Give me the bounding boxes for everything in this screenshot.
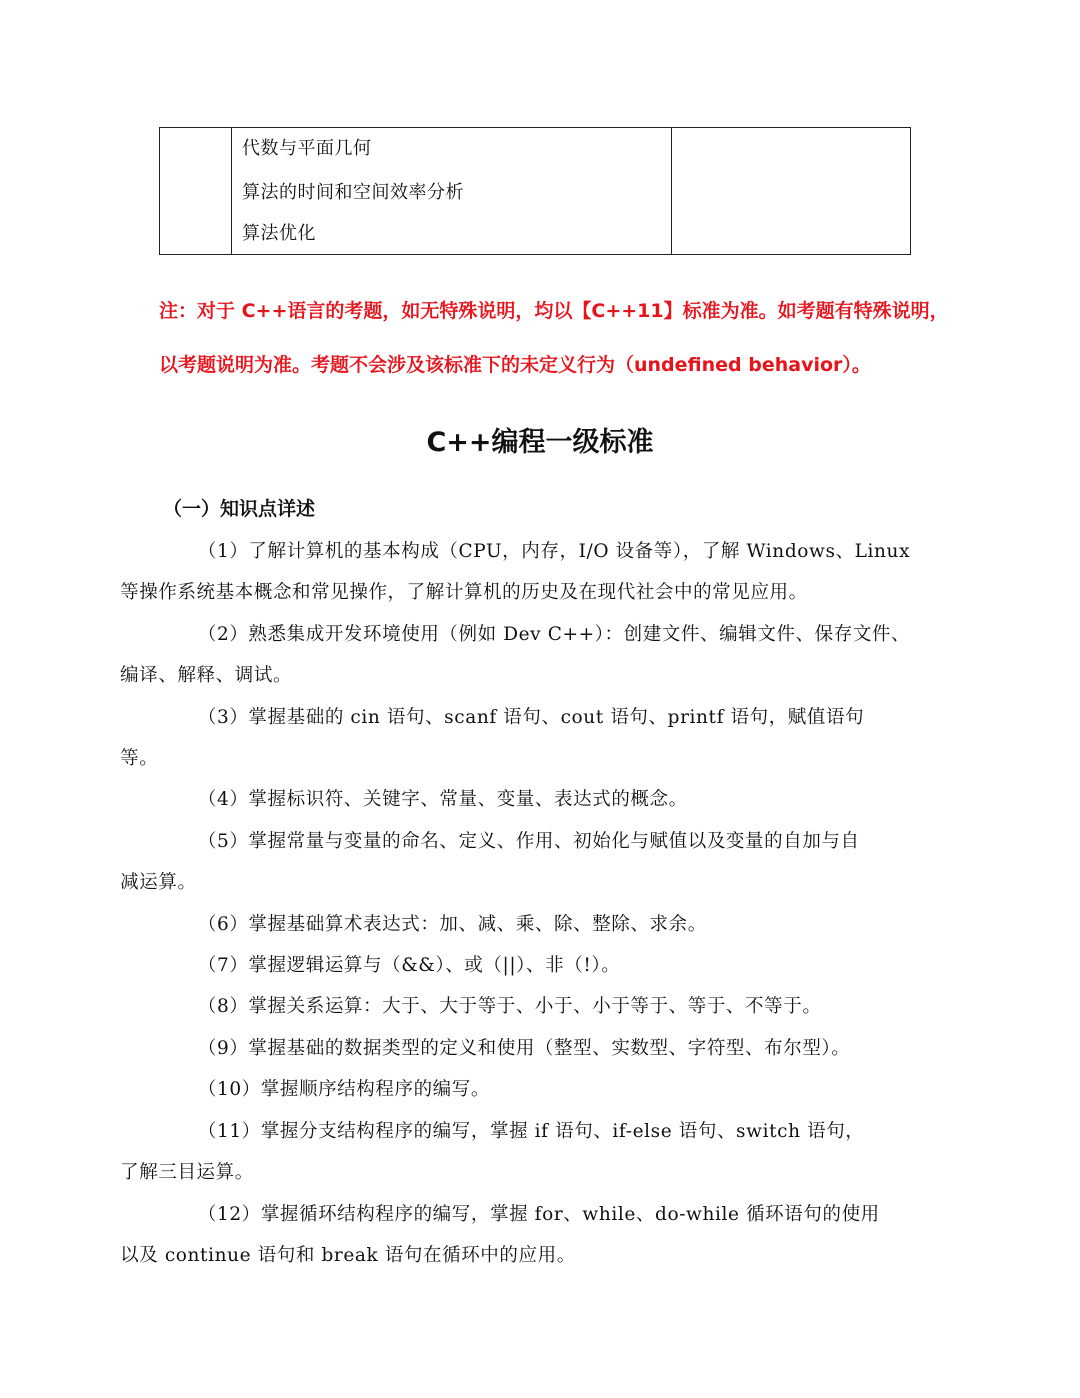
knowledge-item-10 [159, 1069, 921, 1110]
item-line: （2）熟悉集成开发环境使用（例如 Dev C++）：创建文件、编辑文件、保存文件、 [197, 623, 911, 645]
topic-line: 算法的时间和空间效率分析 [242, 182, 464, 203]
knowledge-item-11 [120, 1111, 921, 1194]
knowledge-item-1 [120, 531, 921, 614]
item-line: （4）掌握标识符、关键字、常量、变量、表达式的概念。 [197, 789, 688, 811]
item-line: （5）掌握常量与变量的命名、定义、作用、初始化与赋值以及变量的自加与自 [197, 830, 860, 852]
table-cell-topics [232, 128, 672, 255]
knowledge-points [120, 531, 921, 1276]
item-line: 减运算。 [120, 872, 197, 894]
table-cell-level [160, 128, 232, 255]
syllabus-table [159, 127, 911, 255]
standard-note-line-1: 注：对于 C++语言的考题，如无特殊说明，均以【C++11】标准为准。如考题有特殊说明， [159, 300, 949, 322]
topic-line: 代数与平面几何 [242, 138, 372, 159]
knowledge-item-5 [120, 821, 921, 904]
item-line: （9）掌握基础的数据类型的定义和使用（整型、实数型、字符型、布尔型）。 [197, 1037, 851, 1059]
item-line: 等操作系统基本概念和常见操作，了解计算机的历史及在现代社会中的常见应用。 [120, 582, 808, 604]
standard-note-line-2: 以考题说明为准。考题不会涉及该标准下的未定义行为（undefined behavior）。 [159, 354, 871, 376]
table-row [160, 128, 911, 255]
knowledge-item-6 [159, 904, 921, 945]
knowledge-item-7 [159, 945, 921, 986]
topic-line: 算法优化 [242, 223, 316, 244]
section-heading: （一）知识点详述 [163, 498, 316, 520]
item-line: （6）掌握基础算术表达式：加、减、乘、除、整除、求余。 [197, 913, 707, 935]
item-line: 了解三目运算。 [120, 1162, 254, 1184]
item-line: （10）掌握顺序结构程序的编写。 [197, 1079, 490, 1101]
item-line: 编译、解释、调试。 [120, 665, 293, 687]
knowledge-item-2 [120, 614, 921, 697]
item-line: （8）掌握关系运算：大于、大于等于、小于、小于等于、等于、不等于。 [197, 996, 822, 1018]
item-line: （3）掌握基础的 cin 语句、scanf 语句、cout 语句、printf 语句，赋值语句 [197, 706, 865, 728]
item-line: （7）掌握逻辑运算与（&&）、或（||）、非（!）。 [197, 955, 621, 977]
knowledge-item-4 [159, 779, 921, 820]
knowledge-item-9 [159, 1028, 921, 1069]
item-line: 等。 [120, 748, 159, 770]
item-line: （1）了解计算机的基本构成（CPU，内存，I/O 设备等），了解 Windows、Linux [197, 541, 911, 562]
item-line: （11）掌握分支结构程序的编写，掌握 if 语句、if-else 语句、switch 语句， [197, 1120, 865, 1142]
knowledge-item-12 [120, 1194, 921, 1277]
table-cell-remarks [672, 128, 911, 255]
knowledge-item-3 [120, 697, 921, 780]
knowledge-item-8 [159, 986, 921, 1027]
page-title: C++编程一级标准 [426, 427, 654, 458]
item-line: 以及 continue 语句和 break 语句在循环中的应用。 [120, 1244, 576, 1266]
item-line: （12）掌握循环结构程序的编写，掌握 for、while、do-while 循环语句的使用 [197, 1203, 880, 1225]
